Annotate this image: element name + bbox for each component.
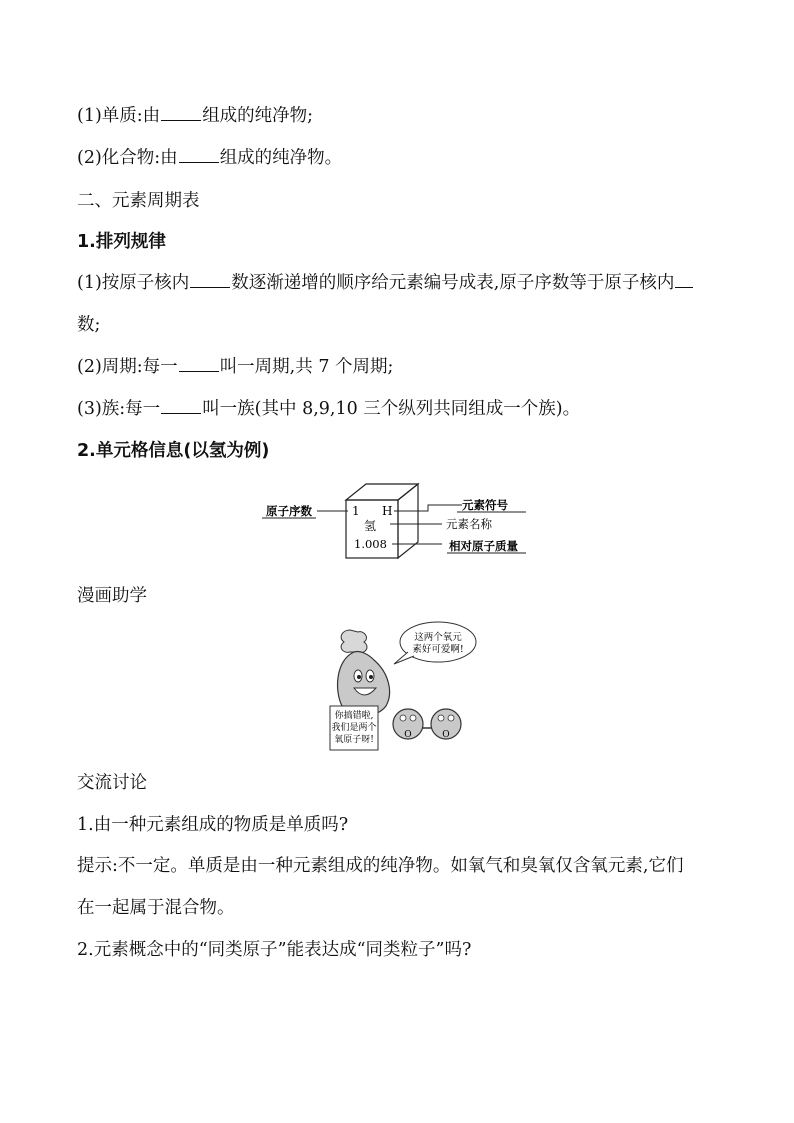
fill-blank[interactable] bbox=[161, 397, 201, 414]
heading-arrangement-rule: 1.排列规律 bbox=[77, 232, 166, 252]
fill-blank[interactable] bbox=[179, 146, 219, 163]
bubble-1-line-1: 这两个氧元 bbox=[414, 632, 462, 643]
cell-symbol: H bbox=[382, 504, 393, 518]
bubble-2-line-1: 你搞错啦, bbox=[334, 711, 374, 721]
speech-bubble-1 bbox=[394, 622, 476, 664]
label-relative-atomic-mass: 相对原子质量 bbox=[449, 539, 518, 553]
pupil-left bbox=[357, 675, 361, 679]
fill-blank[interactable] bbox=[161, 104, 201, 121]
discussion-title: 交流讨论 bbox=[77, 773, 147, 793]
question-2: 2.元素概念中的“同类原子”能表达成“同类粒子”吗? bbox=[77, 940, 472, 960]
fill-blank[interactable] bbox=[190, 271, 230, 288]
fill-blank[interactable] bbox=[675, 271, 693, 288]
cell-name: 氢 bbox=[364, 519, 377, 533]
chef-hat bbox=[341, 630, 367, 652]
element-cell-diagram bbox=[262, 478, 532, 568]
atom-1-eye-right bbox=[410, 715, 416, 721]
fill-blank[interactable] bbox=[179, 355, 219, 372]
line-group: (3)族:每一 叫一族(其中 8,9,10 三个纵列共同组成一个族)。 bbox=[77, 399, 581, 419]
leader-line-symbol bbox=[394, 505, 462, 511]
comic-section-title: 漫画助学 bbox=[77, 586, 147, 606]
line-period: (2)周期:每一 叫一周期,共 7 个周期; bbox=[77, 357, 394, 377]
cell-number: 1 bbox=[352, 504, 360, 518]
section-title-periodic-table: 二、元素周期表 bbox=[77, 191, 200, 211]
bubble-1-line-2: 素好可爱啊! bbox=[412, 644, 464, 655]
atom-1-eye-left bbox=[400, 715, 406, 721]
line-atomic-number-rule-cont: 数; bbox=[77, 315, 101, 335]
atom-2-eye-right bbox=[448, 715, 454, 721]
bubble-2-line-3: 氧原子呀! bbox=[334, 735, 374, 745]
label-element-name: 元素名称 bbox=[446, 517, 492, 531]
label-element-symbol: 元素符号 bbox=[462, 498, 508, 512]
comic-illustration bbox=[328, 620, 478, 760]
label-atomic-number: 原子序数 bbox=[266, 504, 312, 518]
oxygen-atom-1 bbox=[393, 709, 423, 740]
bubble-2-line-2: 我们是两个 bbox=[331, 723, 377, 733]
answer-1-line-2: 在一起属于混合物。 bbox=[77, 898, 235, 918]
line-atomic-number-rule: (1)按原子核内 数逐渐递增的顺序给元素编号成表,原子序数等于原子核内 bbox=[77, 271, 694, 295]
pupil-right bbox=[369, 675, 373, 679]
cell-mass: 1.008 bbox=[354, 537, 387, 551]
atom-2-label: O bbox=[442, 730, 450, 740]
oxygen-atom-2 bbox=[431, 709, 461, 740]
heading-cell-info: 2.单元格信息(以氢为例) bbox=[77, 441, 270, 461]
line-simple-substance: (1)单质:由 组成的纯净物; bbox=[77, 106, 314, 126]
atom-1-label: O bbox=[404, 730, 412, 740]
atom-2-eye-left bbox=[438, 715, 444, 721]
cube-side bbox=[398, 484, 418, 558]
speech-bubble-2 bbox=[330, 706, 378, 750]
question-1: 1.由一种元素组成的物质是单质吗? bbox=[77, 815, 349, 835]
line-compound: (2)化合物:由 组成的纯净物。 bbox=[77, 148, 343, 168]
answer-1-line-1: 提示:不一定。单质是由一种元素组成的纯净物。如氧气和臭氧仅含氧元素,它们 bbox=[77, 856, 684, 876]
